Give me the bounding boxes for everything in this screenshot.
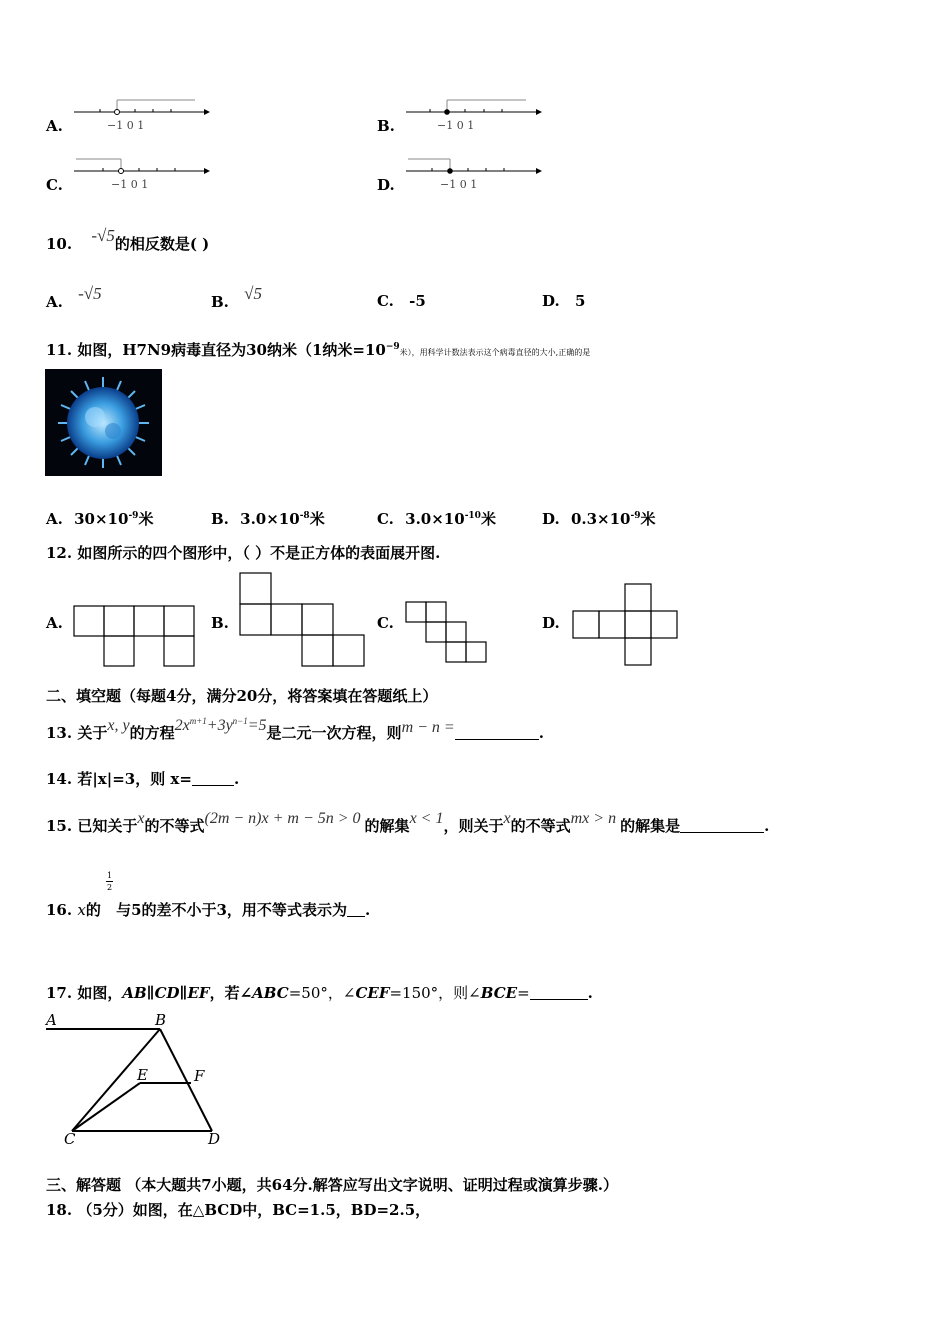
q14-number: 14. xyxy=(46,770,73,788)
q12-option-a-label: A. xyxy=(46,614,63,632)
q17-text-4: =150°，则∠ xyxy=(389,984,481,1002)
q13-text-1: 关于 xyxy=(77,724,108,742)
q11-option-d xyxy=(542,508,656,529)
q10-option-b xyxy=(211,284,262,312)
q10-option-d-value: 5 xyxy=(574,292,586,310)
cube-net-b xyxy=(238,572,366,668)
q11-option-d-label: D. xyxy=(542,510,560,528)
q17-label-a: A xyxy=(46,1011,57,1029)
q15-answer-blank[interactable] xyxy=(680,818,764,833)
q16-line xyxy=(46,899,370,920)
q15-var-x2: x xyxy=(503,810,511,827)
q11-line xyxy=(46,339,590,360)
q15-line xyxy=(46,810,770,836)
q15-text-4: ，则关于 xyxy=(443,817,504,835)
cube-net-a xyxy=(73,604,195,668)
q10-text: 的相反数是( ) xyxy=(114,235,210,253)
q13-eq-b-exp: n−1 xyxy=(232,716,248,726)
q11-option-c xyxy=(377,508,496,529)
q13-equation xyxy=(175,717,267,734)
q12-option-c-label: C. xyxy=(377,614,394,632)
q14-answer-blank[interactable] xyxy=(192,771,234,786)
q16-var-x: x xyxy=(77,901,86,919)
q15-solution: x < 1 xyxy=(409,810,444,827)
q13-number: 13. xyxy=(46,724,73,742)
option-label-c: C. xyxy=(46,176,63,194)
q12-text: 如图所示的四个图形中，（ ）不是正方体的表面展开图. xyxy=(77,544,441,562)
q11-option-b-base: 3.0×10 xyxy=(240,510,300,528)
q11-option-a-label: A. xyxy=(46,510,63,528)
section-2-title: 二、填空题（每题4分，满分20分，将答案填在答题纸上） xyxy=(46,687,438,705)
q10-number: 10. xyxy=(46,235,73,253)
q11-exp: −9 xyxy=(385,342,400,352)
q11-option-b-unit: 米 xyxy=(309,510,325,528)
q12-number: 12. xyxy=(46,544,73,562)
q11-option-c-label: C. xyxy=(377,510,394,528)
q11-option-a-base: 30×10 xyxy=(74,510,129,528)
q10-option-d-label: D. xyxy=(542,292,560,310)
q11-option-b xyxy=(211,508,325,529)
section-3-title: 三、解答题 （本大题共7小题，共64分.解答应写出文字说明、证明过程或演算步骤.） xyxy=(46,1176,618,1194)
q13-answer-blank[interactable] xyxy=(455,725,539,740)
q11-option-c-base: 3.0×10 xyxy=(405,510,465,528)
q13-text-3: 是二元一次方程，则 xyxy=(266,724,402,742)
q18-text: （5分）如图，在△BCD中，BC=1.5，BD=2.5， xyxy=(77,1201,431,1219)
q12-option-d-label: D. xyxy=(542,614,560,632)
q11-option-d-base: 0.3×10 xyxy=(570,510,631,528)
ticks-b: −1 0 1 xyxy=(437,119,475,132)
q13-eq-a: 2x xyxy=(174,717,190,734)
q12-line xyxy=(46,542,440,563)
q11-option-b-label: B. xyxy=(211,510,229,528)
q11-option-c-unit: 米 xyxy=(480,510,496,528)
q16-frac-num: 1 xyxy=(106,871,113,880)
q11-option-d-unit: 米 xyxy=(640,510,656,528)
q15-text-1: 已知关于 xyxy=(77,817,138,835)
q13-end: . xyxy=(538,724,544,742)
q17-text-2: ，若∠ xyxy=(209,984,253,1002)
q10-option-c xyxy=(377,292,426,310)
q16-number: 16. xyxy=(46,901,73,919)
q10-option-b-value: √5 xyxy=(244,284,262,303)
cube-net-c xyxy=(404,600,488,668)
q15-text-2: 的不等式 xyxy=(144,817,205,835)
q10-option-a xyxy=(46,284,102,312)
q16-answer-blank[interactable] xyxy=(347,902,365,917)
q10-option-a-value: -√5 xyxy=(78,284,102,303)
q10-option-b-label: B. xyxy=(211,293,229,311)
q10-option-d xyxy=(542,292,585,310)
q16-text-2: 与5的差不小于3，用不等式表示为 xyxy=(116,901,347,919)
q18-line xyxy=(46,1199,430,1220)
q10-option-a-label: A. xyxy=(46,293,63,311)
q17-condition: AB∥CD∥EF xyxy=(122,984,210,1002)
ticks-c: −1 0 1 xyxy=(111,178,149,191)
q15-number: 15. xyxy=(46,817,73,835)
q18-number: 18. xyxy=(46,1201,73,1219)
q17-label-e: E xyxy=(137,1066,148,1084)
q10-line xyxy=(46,226,210,254)
q15-inequality-1: (2m − n)x + m − 5n > 0 xyxy=(204,810,361,827)
q13-eq-a-exp: m+1 xyxy=(189,716,207,726)
q11-text-main: 如图，H7N9病毒直径为30纳米（1纳米=10 xyxy=(77,341,386,359)
q16-fraction xyxy=(106,870,113,893)
q14-line xyxy=(46,768,239,789)
q16-end: . xyxy=(364,901,371,919)
q11-option-a-exp: -9 xyxy=(128,511,139,521)
q17-label-b: B xyxy=(155,1011,167,1029)
q15-text-5: 的不等式 xyxy=(510,817,571,835)
q17-label-f: F xyxy=(194,1067,205,1085)
q11-number: 11. xyxy=(46,341,73,359)
option-label-a: A. xyxy=(46,117,63,135)
q11-option-a-unit: 米 xyxy=(138,510,154,528)
q11-option-b-exp: -8 xyxy=(299,511,310,521)
q10-option-c-label: C. xyxy=(377,292,394,310)
q11-option-c-exp: -10 xyxy=(464,511,481,521)
q13-expr: m − n = xyxy=(401,719,455,736)
q10-option-c-value: -5 xyxy=(409,292,426,310)
virus-image xyxy=(45,369,162,476)
option-label-d: D. xyxy=(377,176,395,194)
q14-text: 若|x|=3，则 x= xyxy=(77,770,192,788)
q13-line xyxy=(46,716,544,743)
option-label-b: B. xyxy=(377,117,395,135)
q11-option-d-exp: -9 xyxy=(630,511,641,521)
q17-label-d: D xyxy=(208,1130,221,1148)
ticks-d: −1 0 1 xyxy=(440,178,478,191)
q13-eq-c: =5 xyxy=(247,717,267,734)
q17-label-c: C xyxy=(64,1130,76,1148)
q17-end: . xyxy=(587,984,593,1002)
q14-end: . xyxy=(233,770,240,788)
q15-text-3: 的解集 xyxy=(364,817,410,835)
q17-angle-abc: ABC xyxy=(252,984,289,1002)
q11-text-tail: 米），用科学计数法表示这个病毒直径的大小,正确的是 xyxy=(399,348,591,357)
q11-option-a xyxy=(46,508,153,529)
q16-frac-den: 2 xyxy=(106,883,113,892)
q16-text-1: 的 xyxy=(85,901,101,919)
q17-angle-cef: CEF xyxy=(355,984,390,1002)
q13-text-2: 的方程 xyxy=(129,724,175,742)
q13-eq-b: +3y xyxy=(206,717,233,734)
q17-answer-blank[interactable] xyxy=(530,985,588,1000)
q17-text-1: 如图， xyxy=(77,984,123,1002)
q17-angle-bce: BCE xyxy=(480,984,518,1002)
q15-var-x1: x xyxy=(137,810,145,827)
ticks-a: −1 0 1 xyxy=(107,119,145,132)
q12-option-b-label: B. xyxy=(211,614,229,632)
q17-text-3: =50°，∠ xyxy=(288,984,356,1002)
cube-net-d xyxy=(572,583,678,667)
q17-text-5: = xyxy=(517,984,530,1002)
q15-end: . xyxy=(764,817,770,835)
q13-vars: x, y xyxy=(107,717,130,734)
q17-line xyxy=(46,982,593,1003)
q15-inequality-2: mx > n xyxy=(570,810,617,827)
q15-text-6: 的解集是 xyxy=(620,817,681,835)
q17-number: 17. xyxy=(46,984,73,1002)
q10-neg-sqrt5: -√5 xyxy=(91,226,115,245)
